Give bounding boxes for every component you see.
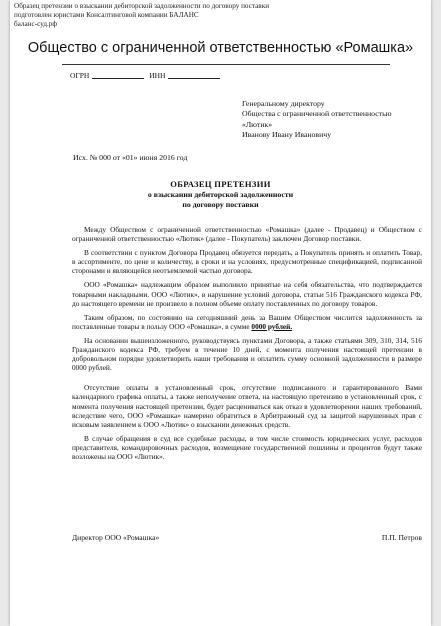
heading-line: по договору поставки: [182, 199, 259, 209]
addressee-line: Иванову Ивану Ивановичу: [242, 129, 332, 139]
addressee-line: Генеральному директору: [242, 99, 325, 108]
outgoing-reference: Исх. № 000 от «01» июня 2016 год: [73, 153, 188, 162]
inn-blank: [168, 71, 220, 79]
organization-title: Общество с ограниченной ответственностью «Ромашка»: [27, 40, 414, 56]
paragraph: В случае обращения в суд все судебные расходы, в том числе стоимость юридических услуг, расходов представителя, командировочных расходов, возмещение государственной пошлины и процентов будут также возложены на ООО «Лютик».: [72, 433, 422, 461]
paragraph-text: Таким образом, по состоянию на сегодняшний день за Вашим Обществом числится задолженность за поставленные товары в пользу ООО «Ромашка», в сумме: [72, 312, 422, 331]
addressee-line: «Лютик»: [242, 119, 273, 129]
heading-line: о взыскании дебиторской задолженности: [147, 189, 294, 199]
watermark-caption: [14, 2, 269, 29]
document-page: [10, 0, 431, 626]
caption-line: баланс-суд.рф: [14, 20, 58, 28]
paragraph: На основании вышеизложенного, руководствуясь пунктами Договора, а также статьями 309, 310, 314, 516 Гражданского кодекса РФ, требуем в течение 10 дней, с момента получения настоящей претензии в добровольном порядке удовлетворить наши требования и оплатить сумму основной задолженности в размере 0000 рублей.: [72, 335, 422, 373]
paragraph: В соответствии с пунктом Договора Продавец обязуется передать, а Покупатель принять и оплатить Товар, в ассортименте, по цене и количеству, в сроки и на условиях, предусмотренные спецификацией, подписанной сторонами и являющейся неотъемлемой частью договора.: [72, 248, 422, 276]
signatory-name: П.П. Петров: [381, 533, 422, 542]
paragraph: [72, 313, 422, 331]
caption-line: Образец претензии о взыскании дебиторской задолженности по договору поставки: [14, 2, 270, 10]
heading-line: ОБРАЗЕЦ ПРЕТЕНЗИИ: [170, 179, 271, 189]
paragraph: Отсутствие оплаты в установленный срок, отсутствие подписанного и гарантированного Вами календарного графика оплаты, а также неполучение ответа, на настоящую претензию в установленный срок, с момента получения настоящей претензии, будет расцениваться как отказ в удовлетворении наших требований, вследствие чего, ООО «Ромашка» намерено обратиться в Арбитражный суд за защитой нарушенных прав с исковым заявлением к ООО «Лютик» о взыскании денежных средств.: [72, 383, 422, 429]
document-body: [72, 225, 422, 466]
registration-ids: [70, 71, 223, 80]
addressee-block: [242, 99, 422, 140]
addressee-line: Общества с ограниченной ответственностью: [242, 109, 392, 119]
document-heading: [10, 180, 431, 209]
debt-amount: 0000 рублей.: [251, 321, 293, 331]
title-underline: [62, 64, 390, 65]
caption-line: подготовлен юристами Консалтинговой компании БАЛАНС: [14, 11, 199, 19]
inn-label: ИНН: [149, 71, 166, 80]
ogrn-blank: [92, 71, 144, 79]
ogrn-label: ОГРН: [70, 71, 90, 80]
paragraph: Между Обществом с ограниченной ответственностью «Ромашка» (далее - Продавец) и Обществом с ограниченной ответственностью «Лютик» (далее - Покупатель) заключен Договор поставки.: [72, 225, 422, 244]
signature-block: [72, 533, 422, 543]
paragraph: ООО «Ромашка» надлежащим образом выполнило принятые на себя обязательства, что подтверждается товарными накладными. ООО «Лютик», в нарушение условий договора, статьи 516 Гражданского кодекса РФ, до настоящего времени не произвело в полном объеме оплату поставленных по договору товаров.: [72, 280, 422, 308]
signatory-position: Директор ООО «Ромашка»: [72, 533, 160, 542]
